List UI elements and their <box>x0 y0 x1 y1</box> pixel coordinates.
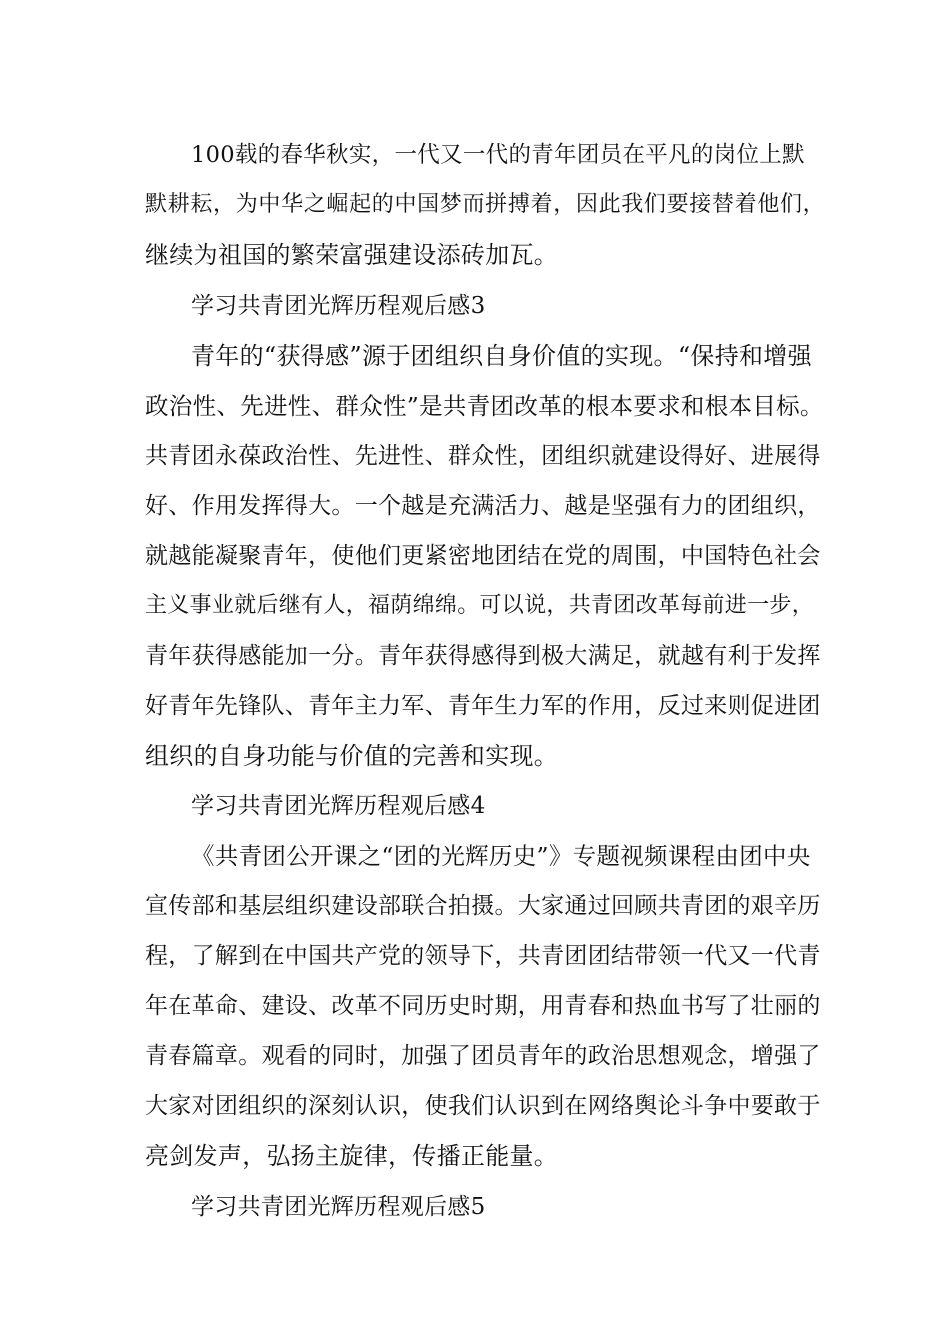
paragraph-2-line-8: 好青年先锋队、青年主力军、青年生力军的作用，反过来则促进团 <box>145 693 821 719</box>
paragraph-2-line-9: 组织的自身功能与价值的完善和实现。 <box>145 742 559 770</box>
section-heading-4: 学习共青团光辉历程观后感4 <box>191 793 486 819</box>
paragraph-3-line-1: 《共青团公开课之“团的光辉历史”》专题视频课程由团中央 <box>191 842 811 870</box>
paragraph-2-line-4: 好、作用发挥得大。一个越是充满活力、越是坚强有力的团组织， <box>145 493 821 519</box>
section-heading-3: 学习共青团光辉历程观后感3 <box>191 293 486 319</box>
paragraph-3-line-5: 青春篇章。观看的同时，加强了团员青年的政治思想观念，增强了 <box>145 1043 821 1069</box>
paragraph-2-line-3: 共青团永葆政治性、先进性、群众性，团组织就建设得好、进展得 <box>145 443 821 469</box>
paragraph-2-line-2: 政治性、先进性、群众性”是共青团改革的根本要求和根本目标。 <box>145 392 824 420</box>
paragraph-2-line-1: 青年的“获得感”源于团组织自身价值的实现。“保持和增强 <box>191 342 812 370</box>
paragraph-3-line-6: 大家对团组织的深刻认识，使我们认识到在网络舆论斗争中要敢于 <box>145 1093 821 1119</box>
paragraph-3-line-4: 年在革命、建设、改革不同历史时期，用青春和热血书写了壮丽的 <box>145 993 821 1019</box>
paragraph-3-line-2: 宣传部和基层组织建设部联合拍摄。大家通过回顾共青团的艰辛历 <box>145 893 821 919</box>
paragraph-2-line-6: 主义事业就后继有人，福荫绵绵。可以说，共青团改革每前进一步， <box>145 593 815 618</box>
paragraph-1-line-3: 继续为祖国的繁荣富强建设添砖加瓦。 <box>145 241 559 269</box>
paragraph-2-line-5: 就越能凝聚青年，使他们更紧密地团结在党的周围，中国特色社会 <box>145 543 821 569</box>
paragraph-1-line-1: 100载的春华秋实，一代又一代的青年团员在平凡的岗位上默 <box>191 142 805 168</box>
paragraph-3-line-7: 亮剑发声，弘扬主旋律，传播正能量。 <box>145 1142 559 1170</box>
section-heading-5: 学习共青团光辉历程观后感5 <box>191 1194 486 1220</box>
paragraph-2-line-7: 青年获得感能加一分。青年获得感得到极大满足，就越有利于发挥 <box>145 643 821 669</box>
paragraph-1-line-2: 默耕耘，为中华之崛起的中国梦而拼搏着，因此我们要接替着他们， <box>145 192 825 217</box>
paragraph-3-line-3: 程，了解到在中国共产党的领导下，共青团团结带领一代又一代青 <box>145 943 821 969</box>
